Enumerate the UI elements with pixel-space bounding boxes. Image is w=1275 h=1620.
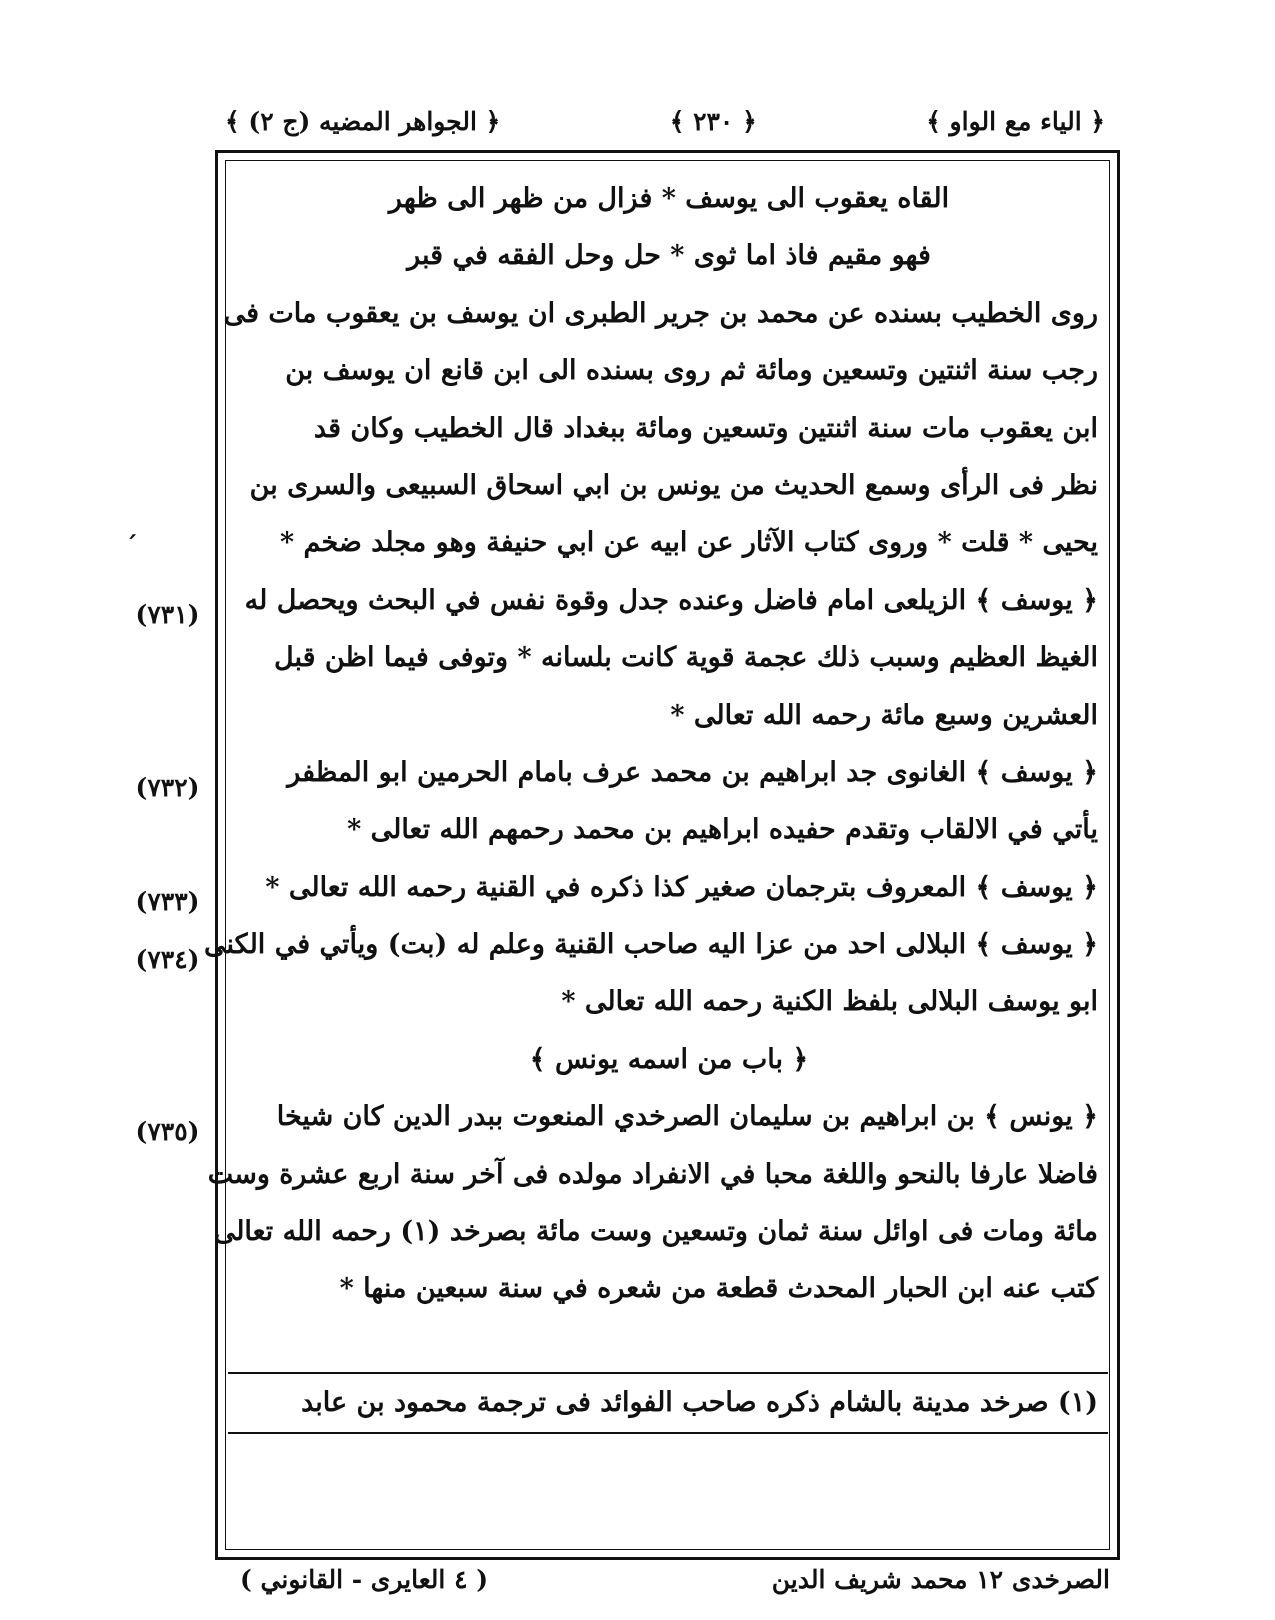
text-line: ابن يعقوب مات سنة اثنتين وتسعين ومائة ببغداد قال الخطيب وكان قد: [313, 412, 1098, 444]
text-line: نظر فى الرأى وسمع الحديث من يونس بن ابي اسحاق السبيعى والسرى بن: [249, 469, 1098, 501]
header-page-number: ﴿ ٢٣٠ ﴾: [669, 106, 757, 136]
text-line: كتب عنه ابن الحبار المحدث قطعة من شعره في سنة سبعين منها *: [339, 1273, 1098, 1305]
text-line: الغيظ العظيم وسبب ذلك عجمة قوية كانت بلسانه * وتوفى فيما اظن قبل: [274, 642, 1098, 674]
entry-733-start: ﴿ يوسف ﴾ المعروف بترجمان صغير كذا ذكره في القنية رحمه الله تعالى *: [265, 871, 1098, 903]
entry-732-start: ﴿ يوسف ﴾ الغانوى جد ابراهيم بن محمد عرف بامام الحرمين ابو المظفر: [287, 756, 1098, 788]
header-section-title: ﴿ الياء مع الواو ﴾: [926, 106, 1105, 136]
footnote-divider: [228, 1372, 1108, 1374]
imprint-left: ( ٤ العايرى - القانوني ): [240, 1565, 489, 1594]
entry-number-734: (٧٣٤): [135, 945, 200, 974]
text-line: يأتي في الالقاب وتقدم حفيده ابراهيم بن محمد رحمهم الله تعالى *: [347, 814, 1098, 846]
margin-stroke-mark: ˊ: [125, 532, 138, 562]
text-line: يحيى * قلت * وروى كتاب الآثار عن ابيه عن ابي حنيفة وهو مجلد ضخم *: [279, 527, 1098, 559]
imprint-right: الصرخدى ١٢ محمد شريف الدين: [771, 1565, 1110, 1594]
entry-number-732: (٧٣٢): [135, 773, 200, 802]
text-line: فاضلا عارفا بالنحو واللغة محبا في الانفراد مولده فى آخر سنة اربع عشرة وست: [207, 1158, 1098, 1190]
footnote-bottom-rule: [228, 1432, 1108, 1434]
main-text: [204, 170, 1098, 1318]
entry-number-731: (٧٣١): [135, 600, 200, 629]
text-line: رجب سنة اثنتين وتسعين ومائة ثم روى بسنده الى ابن قانع ان يوسف بن: [285, 355, 1098, 387]
text-line: العشرين وسبع مائة رحمه الله تعالى *: [670, 699, 1098, 731]
entry-731-start: ﴿ يوسف ﴾ الزيلعى امام فاضل وعنده جدل وقوة نفس في البحث ويحصل له: [244, 584, 1098, 616]
entry-735-start: ﴿ يونس ﴾ بن ابراهيم بن سليمان الصرخدي المنعوت ببدر الدين كان شيخا: [276, 1101, 1098, 1133]
section-heading: ﴿ باب من اسمه يونس ﴾: [529, 1043, 809, 1075]
text-line: ابو يوسف البلالى بلفظ الكنية رحمه الله تعالى *: [561, 986, 1098, 1018]
entry-734-start: ﴿ يوسف ﴾ البلالى احد من عزا اليه صاحب القنية وعلم له (بت) ويأتي في الكنى: [204, 929, 1098, 961]
entry-number-735: (٧٣٥): [135, 1117, 200, 1146]
verse-line-2: فهو مقيم فاذ اما ثوى * حل وحل الفقه في قبر: [407, 240, 931, 272]
running-header: [225, 98, 1105, 144]
text-line: روى الخطيب بسنده عن محمد بن جرير الطبرى ان يوسف بن يعقوب مات فى: [223, 297, 1098, 329]
footnote: (١) صرخد مدينة بالشام ذكره صاحب الفوائد فى ترجمة محمود بن عابد: [301, 1387, 1098, 1418]
text-line: مائة ومات فى اوائل سنة ثمان وتسعين وست مائة بصرخد (١) رحمه الله تعالى: [213, 1216, 1098, 1248]
header-book-title: ﴿ الجواهر المضيه (ج ٢) ﴾: [225, 106, 501, 136]
verse-line-1: القاه يعقوب الى يوسف * فزال من ظهر الى ظهر: [388, 183, 950, 214]
bottom-imprint: [240, 1565, 1110, 1594]
entry-number-733: (٧٣٣): [135, 887, 200, 916]
